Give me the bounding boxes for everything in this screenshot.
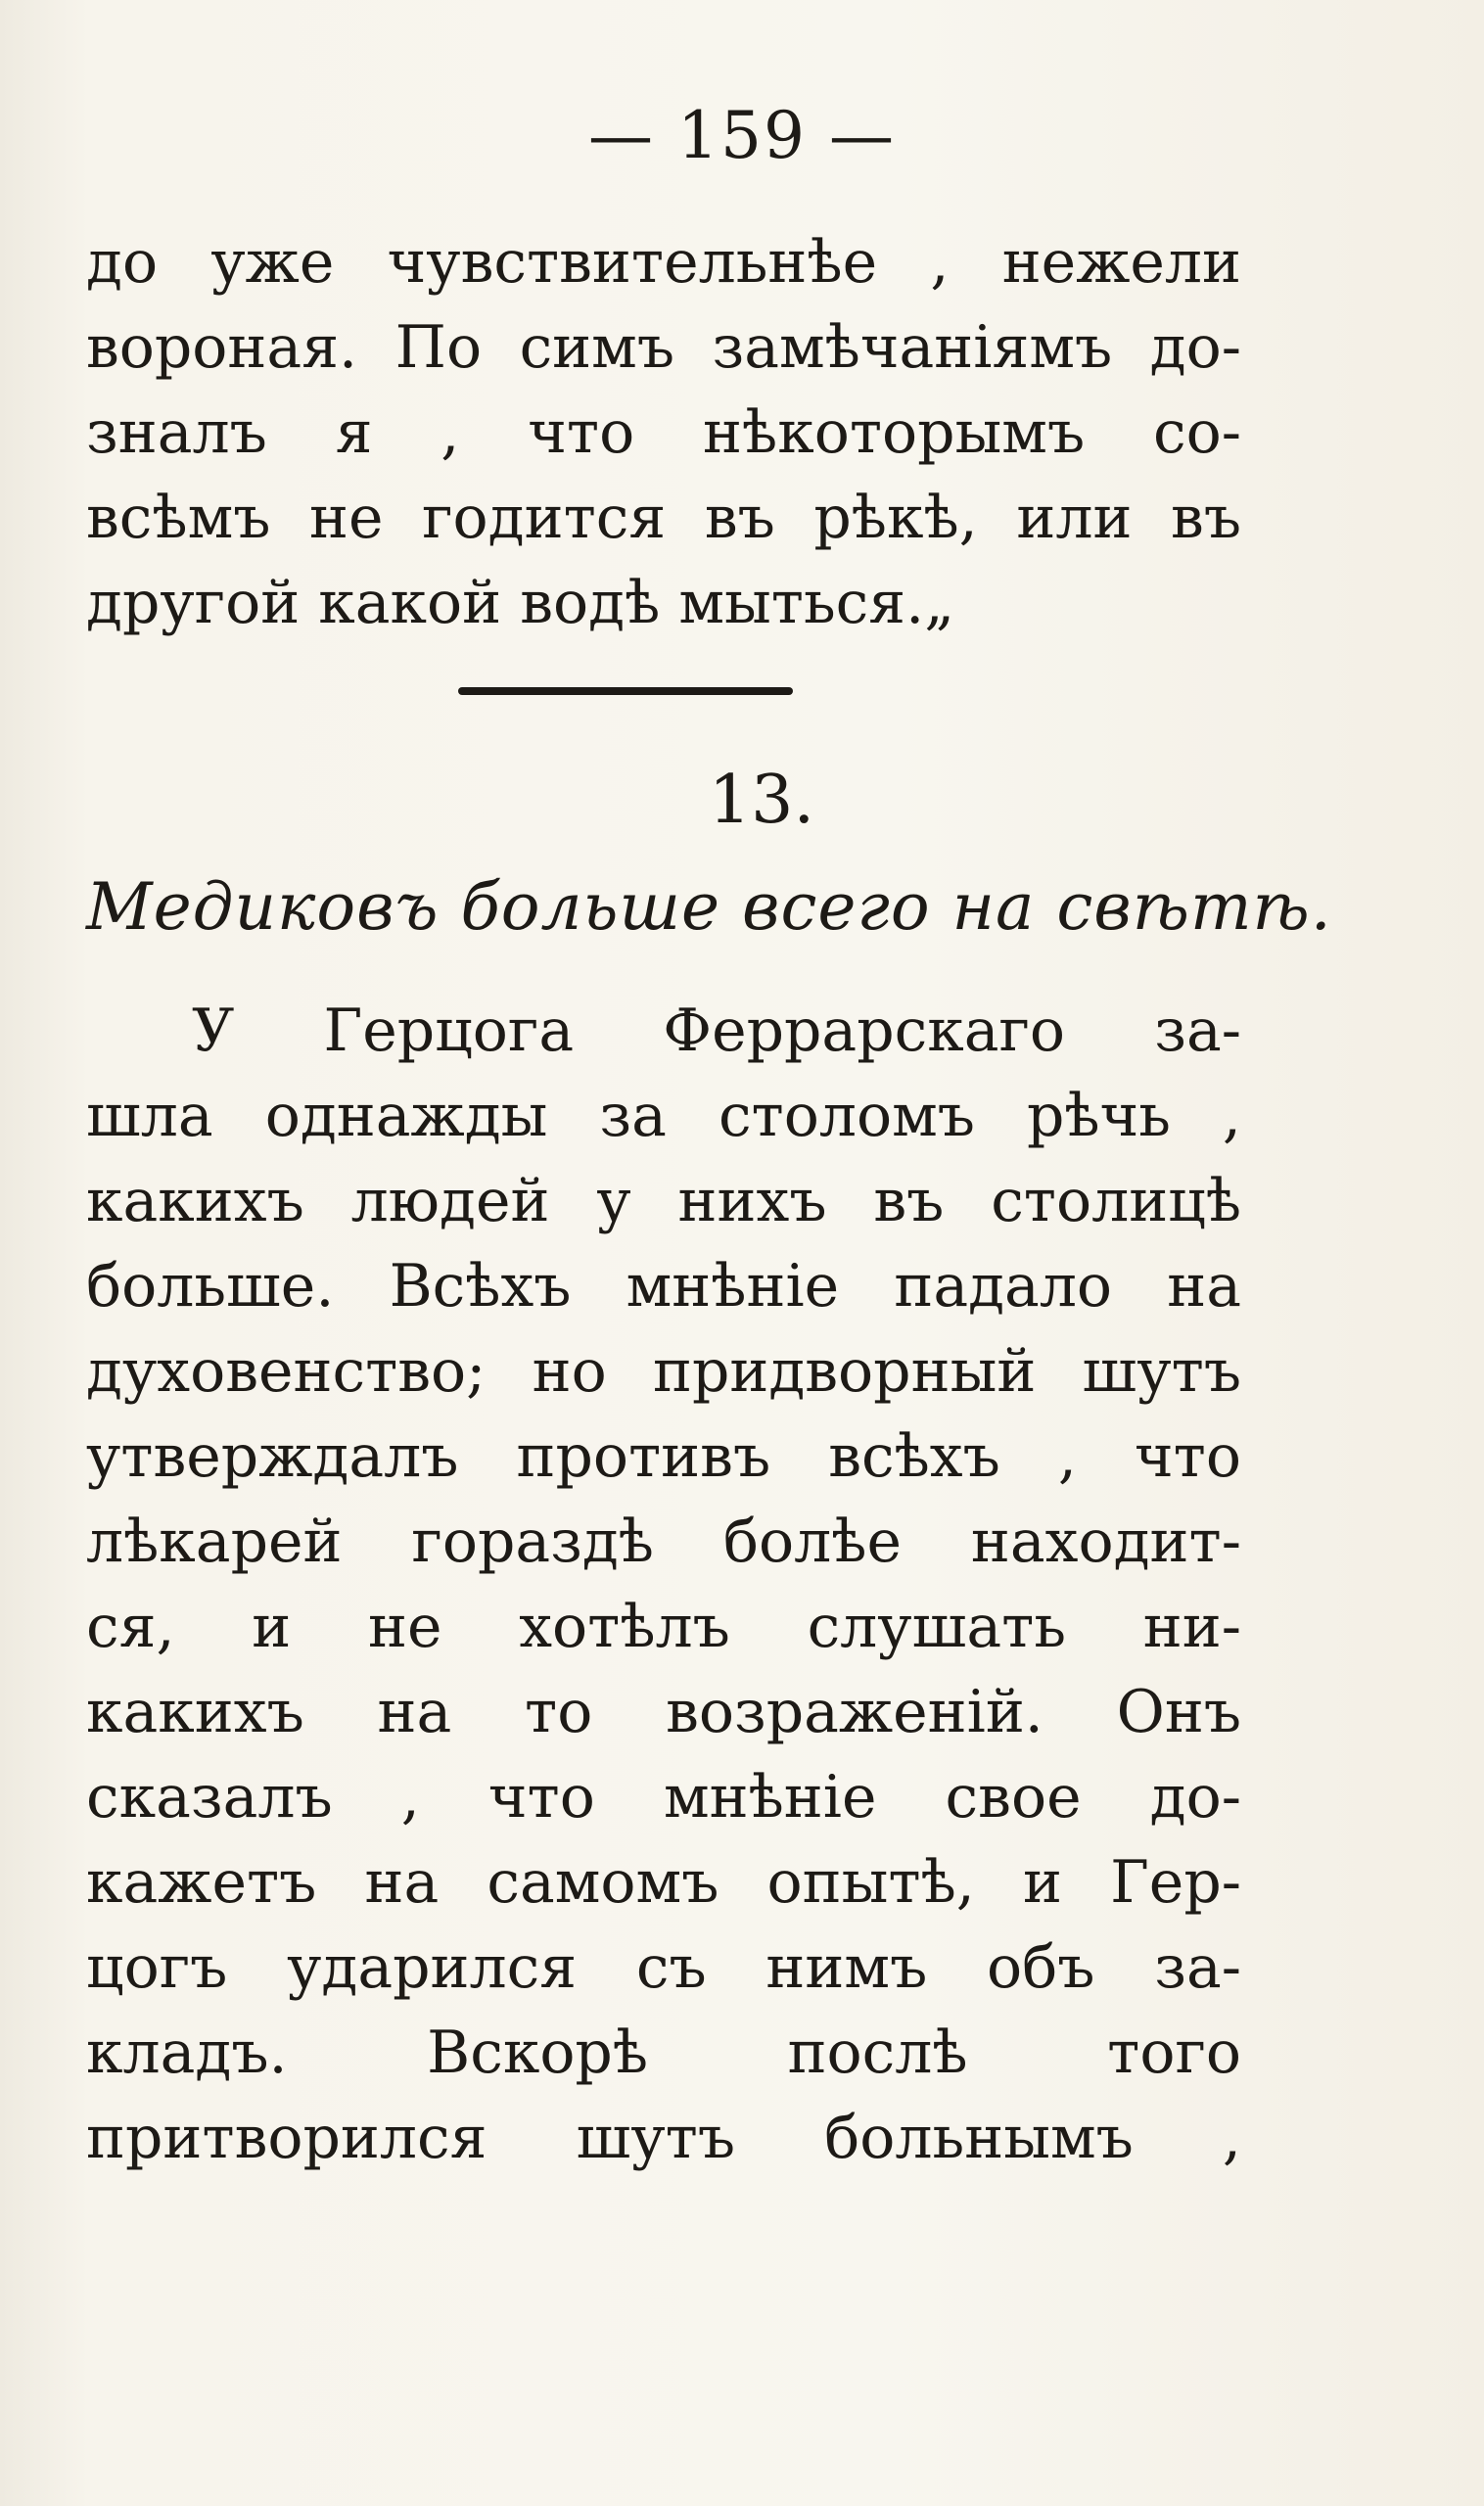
- text-line: больше. Всѣхъ мнѣнiе падало на: [86, 1252, 1241, 1321]
- text-line: притворился шутъ больнымъ ,: [86, 2104, 1241, 2172]
- section-title: Медиковъ больше всего на свѣтѣ.: [86, 869, 1332, 945]
- text-line: сказалъ , что мнѣнiе свое до-: [86, 1763, 1241, 1832]
- text-line-first: У Герцога Феррарскаго за-: [192, 997, 1241, 1065]
- text-line: вороная. По симъ замѣчанiямъ до-: [86, 313, 1241, 382]
- text-line: лѣкарей гораздѣ болѣе находит-: [86, 1508, 1241, 1576]
- text-line: всѣмъ не годится въ рѣкѣ, или въ: [86, 484, 1241, 552]
- text-line: какихъ на то возраженiй. Онъ: [86, 1678, 1241, 1746]
- text-line: кажетъ на самомъ опытѣ, и Гер-: [86, 1848, 1241, 1917]
- text-line: другой какой водѣ мыться.„: [86, 569, 955, 637]
- text-line: ся, и не хотѣлъ слушать ни-: [86, 1593, 1241, 1661]
- section-number: 13.: [708, 762, 815, 839]
- text-line: какихъ людей у нихъ въ столицѣ: [86, 1167, 1241, 1235]
- anecdote-paragraph: [86, 989, 1241, 2181]
- text-line: утверждалъ противъ всѣхъ , что: [86, 1422, 1241, 1491]
- text-line: цогъ ударился съ нимъ объ за-: [86, 1933, 1241, 2002]
- section-divider-rule: [458, 687, 793, 695]
- text-line: до уже чувствительнѣе , нежели: [86, 228, 1241, 297]
- text-line: кладъ. Вскорѣ послѣ того: [86, 2019, 1241, 2087]
- text-line: духовенство; но придворный шутъ: [86, 1337, 1241, 1406]
- continuation-paragraph: [86, 220, 1241, 646]
- text-line: зналъ я , что нѣкоторымъ со-: [86, 398, 1241, 467]
- text-line: шла однажды за столомъ рѣчь ,: [86, 1082, 1241, 1150]
- page-number: — 159 —: [588, 98, 896, 173]
